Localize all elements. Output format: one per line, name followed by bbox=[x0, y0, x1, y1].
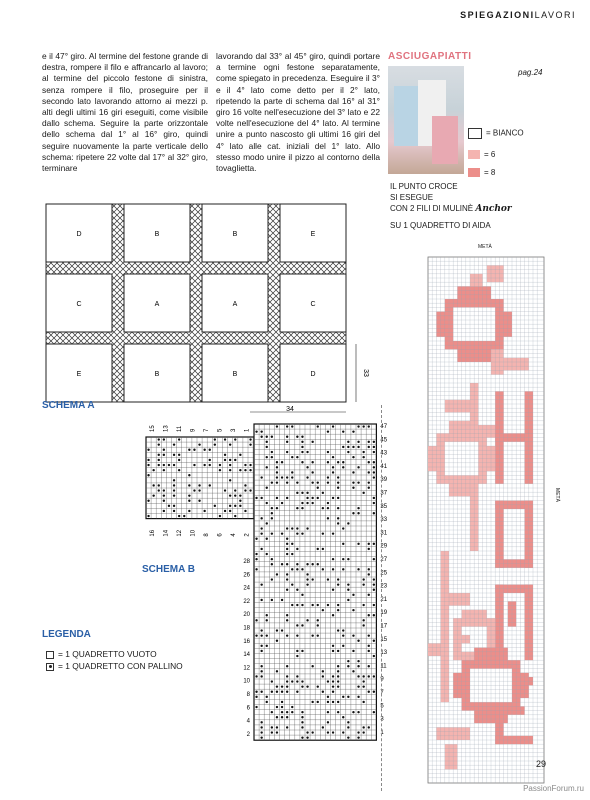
color-key-6: = 6 bbox=[468, 150, 495, 159]
aida-instruction: SU 1 QUADRETTO DI AIDA bbox=[390, 221, 491, 230]
schema-b-top-number: 15 bbox=[150, 425, 156, 432]
schema-b-right-number: 23 bbox=[380, 583, 388, 590]
schema-a-cell-letter: C bbox=[76, 301, 82, 308]
cross-stitch-chart bbox=[428, 257, 544, 783]
schema-b-right-number: 47 bbox=[380, 424, 388, 430]
schema-b-right-number: 15 bbox=[380, 636, 388, 643]
schema-a-cell-letter: E bbox=[76, 371, 82, 378]
schema-b-left-number: 6 bbox=[246, 705, 250, 712]
schema-a-cell-letter: D bbox=[76, 231, 82, 238]
schema-b-top-number: 3 bbox=[231, 428, 237, 432]
schema-b-right-number: 41 bbox=[380, 463, 388, 470]
meta-label-top: METÀ bbox=[478, 244, 492, 250]
schema-b-right-number: 35 bbox=[380, 503, 388, 510]
legend-empty-square: = 1 QUADRETTO VUOTO bbox=[46, 649, 157, 659]
section-header: SPIEGAZIONILAVORI bbox=[460, 10, 576, 20]
schema-b-top-number: 1 bbox=[244, 428, 251, 432]
empty-square-icon bbox=[46, 651, 54, 659]
schema-b-right-number: 13 bbox=[380, 650, 388, 657]
color-key-white: = BIANCO bbox=[468, 128, 524, 139]
schema-b-right-number: 25 bbox=[380, 570, 388, 577]
schema-b-right-number: 11 bbox=[380, 663, 387, 670]
schema-a-diagram bbox=[42, 200, 369, 414]
schema-a-cell-letter: E bbox=[310, 231, 316, 238]
schema-a-label: SCHEMA A bbox=[42, 400, 95, 411]
schema-a-cell-letter: D bbox=[310, 371, 316, 378]
page-reference: pag.24 bbox=[518, 68, 543, 77]
schema-b-right-number: 3 bbox=[380, 716, 384, 723]
schema-a-cell-letter: B bbox=[232, 371, 238, 378]
color-key-8: = 8 bbox=[468, 168, 495, 177]
anchor-logo: Anchor bbox=[475, 204, 512, 214]
schema-b-right-number: 43 bbox=[380, 450, 388, 457]
schema-b-left-number: 28 bbox=[243, 559, 250, 565]
schema-b-left-number: 12 bbox=[243, 665, 250, 672]
schema-a-cell-letter: B bbox=[154, 371, 160, 378]
schema-b-right-number: 9 bbox=[380, 676, 384, 683]
legend-title: LEGENDA bbox=[42, 629, 91, 640]
schema-b-right-number: 45 bbox=[380, 437, 388, 444]
schema-b-right-number: 31 bbox=[380, 530, 388, 537]
schema-b-right-number: 29 bbox=[380, 543, 388, 550]
schema-b-left-number: 18 bbox=[243, 625, 250, 632]
schema-a-cell-letter: C bbox=[310, 301, 316, 308]
schema-b-top-number: 11 bbox=[177, 425, 183, 432]
schema-b-left-number: 4 bbox=[246, 718, 250, 725]
schema-b-left-number: 8 bbox=[246, 692, 250, 698]
schema-b-right-number: 37 bbox=[380, 490, 388, 497]
watermark: PassionForum.ru bbox=[523, 784, 584, 793]
schema-a-cell-letter: A bbox=[232, 301, 238, 308]
instructions-column-2: lavorando dal 33° al 45° giro, quindi portare a termine ogni festone separatamente, come spiegato in precedenza. Eseguire il 3° e il 4° lato come detto per il 2° lato, ripetendo la parte di schema dal 16° al 31° giro 16 volte nell'esecuzione del 3° lato e 22 volte nell'esecuzione del 4° lato. Al termine unire a punto nascosto gli ultimi 16 giri del 4° lato alle cat. iniziali del 1° lato. Allo stesso modo unire il pizzo al contorno della tovaglietta. bbox=[216, 51, 380, 174]
schema-b-bottom-number: 2 bbox=[244, 533, 251, 537]
legend-dotted-square: = 1 QUADRETTO CON PALLINO bbox=[46, 661, 183, 671]
dimension-height-label: 33 bbox=[362, 369, 369, 377]
schema-b-top-number: 13 bbox=[163, 425, 170, 432]
schema-b-left-number: 20 bbox=[243, 612, 250, 619]
column-divider bbox=[381, 405, 382, 791]
towels-photo bbox=[388, 66, 464, 174]
schema-b-right-number: 7 bbox=[380, 690, 384, 696]
schema-b-left-number: 16 bbox=[243, 638, 250, 645]
meta-label-side: METÀ bbox=[553, 488, 560, 502]
cross-stitch-instructions: IL PUNTO CROCE SI ESEGUE CON 2 FILI DI MULINÈ Anchor bbox=[390, 182, 512, 214]
schema-a-cell-letter: B bbox=[232, 231, 238, 238]
schema-b-left-number: 26 bbox=[243, 572, 250, 579]
schema-b-bottom-number: 12 bbox=[177, 529, 183, 537]
schema-b-left-number: 14 bbox=[243, 652, 250, 659]
schema-b-right-number: 5 bbox=[380, 703, 384, 710]
schema-b-diagram bbox=[140, 412, 388, 742]
schema-b-left-number: 10 bbox=[243, 678, 250, 685]
schema-b-right-number: 39 bbox=[380, 477, 388, 484]
schema-a-cell-letter: B bbox=[154, 231, 160, 238]
towels-title: ASCIUGAPIATTI bbox=[388, 51, 472, 62]
schema-b-right-number: 27 bbox=[380, 557, 388, 563]
instructions-column-1: e il 47° giro. Al termine del festone grande di destra, rompere il filo e affrancarlo al lavoro; al termine del piccolo festone di sinistra, senza rompere il filo, proseguire per il secondo lato lavorando attorno ai mezzi p. alti degli ultimi 16 giri eseguiti, come visibile dallo schema. Seguire la parte orizzontale dello schema dal 1° al 16° giro, quindi seguire nuovamente la parte verticale dello schema: ripetere 22 volte dal 17° al 32° giro, terminare bbox=[42, 51, 208, 174]
schema-b-bottom-number: 10 bbox=[190, 529, 197, 537]
schema-b-left-number: 24 bbox=[243, 585, 250, 592]
dotted-square-icon bbox=[46, 663, 54, 671]
schema-b-bottom-number: 14 bbox=[163, 529, 170, 537]
schema-b-horizontal-grid bbox=[146, 437, 258, 519]
schema-b-right-number: 21 bbox=[380, 596, 388, 603]
schema-b-bottom-number: 16 bbox=[150, 529, 156, 537]
schema-b-right-number: 33 bbox=[380, 517, 388, 524]
schema-b-top-number: 9 bbox=[190, 428, 197, 432]
schema-b-right-number: 19 bbox=[380, 610, 388, 617]
page-number: 29 bbox=[535, 759, 546, 769]
schema-b-bottom-number: 4 bbox=[231, 533, 237, 537]
schema-b-label: SCHEMA B bbox=[142, 564, 195, 575]
schema-b-right-number: 17 bbox=[380, 623, 388, 630]
schema-b-left-number: 22 bbox=[243, 598, 250, 605]
dimension-width-label: 34 bbox=[286, 406, 294, 413]
schema-b-left-number: 2 bbox=[246, 731, 250, 738]
schema-b-top-number: 7 bbox=[204, 428, 210, 432]
schema-b-bottom-number: 6 bbox=[217, 533, 224, 537]
schema-b-right-number: 1 bbox=[380, 729, 384, 736]
schema-b-top-number: 5 bbox=[217, 428, 224, 432]
schema-b-bottom-number: 8 bbox=[204, 533, 210, 537]
schema-b-vertical-grid bbox=[254, 424, 376, 740]
schema-a-cell-letter: A bbox=[154, 301, 160, 308]
